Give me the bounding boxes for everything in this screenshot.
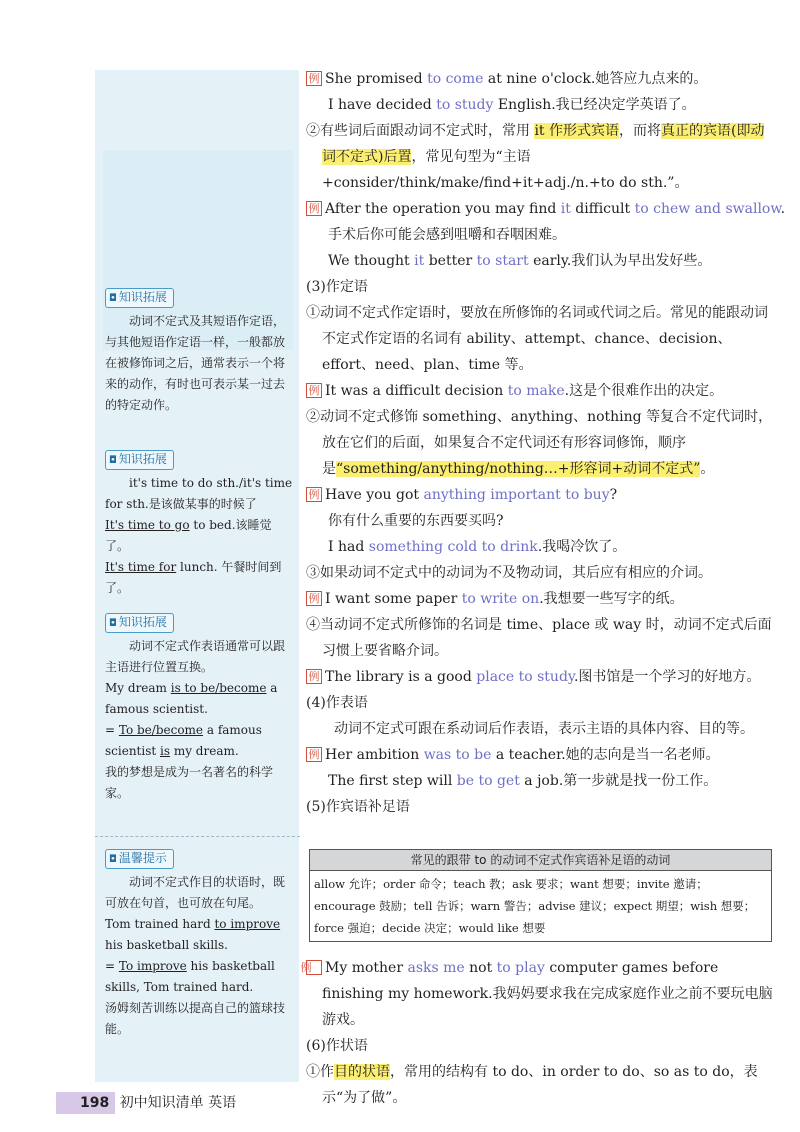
translation-line: 手术后你可能会感到咀嚼和吞咽困难。 — [328, 227, 566, 243]
example-line — [306, 248, 774, 274]
sidebar-box-3 — [105, 612, 295, 804]
example-text: his basketball skills. — [105, 938, 228, 952]
example-text: lunch. 午餐时间到了。 — [105, 560, 282, 595]
main-content-lower — [300, 955, 774, 1111]
underlined-phrase: is to be/become — [170, 681, 267, 695]
key-phrase: to start — [476, 253, 529, 269]
page-footer — [56, 1092, 296, 1114]
text: .这是个很难作出的决定。 — [564, 383, 724, 399]
text: ，而将 — [619, 123, 662, 139]
tip-tag — [105, 288, 174, 308]
example-line — [300, 955, 774, 1033]
example-text: = — [105, 959, 119, 973]
example-text: = — [105, 723, 119, 737]
example-text: his basketball skills, Tom trained hard. — [105, 959, 275, 994]
key-phrase: to write on — [461, 591, 540, 607]
rule-item: ①动词不定式作定语时，要放在所修饰的名词或代词之后。常见的能跟动词不定式作定语的名词有 ability、attempt、chance、decision、effort、need、plan、time 等。 — [306, 305, 768, 373]
text: ? — [609, 487, 618, 503]
example-line — [306, 768, 774, 794]
example-line — [306, 66, 774, 92]
sidebar-translation: 我的梦想是成为一名著名的科学家。 — [105, 765, 274, 800]
text: . — [780, 201, 786, 217]
example-line — [306, 534, 774, 560]
example-line — [306, 482, 774, 508]
underlined-phrase: It's time to go — [105, 518, 190, 532]
text: Her ambition — [325, 747, 424, 763]
translation-line: 你有什么重要的东西要买吗? — [328, 513, 504, 529]
key-phrase: to make — [507, 383, 565, 399]
text: We thought — [328, 253, 415, 269]
key-phrase: it — [414, 253, 425, 269]
table-body: allow 允许；order 命令；teach 教；ask 要求；want 想要；invite 邀请；encourage 鼓励；tell 告诉；warn 警告；advise 建议；expect 期望；wish 想要；force 强迫；decide 决定；would like 想要 — [314, 877, 756, 935]
sidebar-divider — [95, 836, 300, 837]
underlined-phrase: It's time for — [105, 560, 177, 574]
text: The first step will — [328, 773, 457, 789]
section-heading: (3)作定语 — [306, 279, 368, 295]
text: .我喝冷饮了。 — [537, 539, 627, 555]
sidebar-text: 动词不定式及其短语作定语，与其他短语作定语一样，一般都放在被修饰词之后，通常表示一个将来的动作，有时也可表示某一过去的特定动作。 — [105, 314, 286, 412]
rule-item — [306, 404, 774, 482]
highlight: “something/anything/nothing…+形容词+动词不定式” — [336, 461, 701, 477]
key-phrase: it — [560, 201, 571, 217]
book-title: 初中知识清单 英语 — [119, 1095, 237, 1111]
section-heading: (6)作状语 — [306, 1038, 368, 1054]
underlined-phrase: is — [160, 744, 171, 758]
example-text: my dream. — [170, 744, 239, 758]
sidebar-box-4 — [105, 848, 295, 1040]
section-heading: (5)作宾语补足语 — [306, 799, 410, 815]
text: not — [464, 960, 497, 976]
tip-tag — [105, 849, 174, 869]
tip-tag — [105, 613, 174, 633]
tag-label: 知识拓展 — [118, 615, 167, 629]
text: Have you got — [325, 487, 424, 503]
key-phrase: to play — [496, 960, 545, 976]
sidebar-example — [105, 557, 295, 599]
key-phrase: to chew and swallow — [634, 201, 781, 217]
text: ②有些词后面跟动词不定式时，常用 — [306, 123, 535, 139]
text: I had — [328, 539, 369, 555]
text: a job.第一步就是找一份工作。 — [519, 773, 718, 789]
key-phrase: something cold to drink — [368, 539, 538, 555]
rule-item — [306, 1059, 774, 1111]
example-line — [306, 586, 774, 612]
text: ，常见句型为“主语+consider/think/make/find+it+adj./n.+to do sth.”。 — [322, 149, 689, 191]
example-mark-icon: 例 — [306, 591, 322, 606]
rule-item: ③如果动词不定式中的动词为不及物动词，其后应有相应的介词。 — [306, 565, 712, 581]
sidebar-text: 动词不定式作目的状语时，既可放在句首，也可放在句尾。 — [105, 875, 286, 910]
text: early.我们认为早出发好些。 — [528, 253, 712, 269]
example-mark-icon: 例 — [306, 201, 322, 216]
expand-icon: ◘ — [109, 618, 117, 629]
text: She promised — [325, 71, 428, 87]
paragraph: 动词不定式可跟在系动词后作表语，表示主语的具体内容、目的等。 — [334, 721, 754, 737]
sidebar-example — [105, 914, 295, 956]
text: The library is a good — [325, 669, 477, 685]
highlight: it 作形式宾语 — [534, 123, 620, 139]
text: ①作 — [306, 1064, 334, 1080]
key-phrase: place to study — [476, 669, 574, 685]
example-text: Tom trained hard — [105, 917, 215, 931]
sidebar-translation: 汤姆刻苦训练以提高自己的篮球技能。 — [105, 1001, 286, 1036]
expand-icon: ◘ — [109, 293, 117, 304]
example-mark-icon: 例 — [306, 71, 322, 86]
example-line — [306, 378, 774, 404]
text: computer games before finishing my homework.我妈妈要求我在完成家庭作业之前不要玩电脑游戏。 — [322, 960, 773, 1028]
example-text: a famous scientist. — [105, 681, 278, 716]
text: After the operation you may find — [325, 201, 561, 217]
tag-label: 温馨提示 — [118, 851, 167, 865]
key-phrase: to study — [436, 97, 494, 113]
main-content — [306, 66, 786, 820]
text: ，常用的结构有 to do、in order to do、so as to do，表示“为了做”。 — [322, 1064, 758, 1106]
sidebar-box-1 — [105, 287, 295, 416]
example-mark-icon: 例 — [306, 669, 322, 684]
expand-icon: ◘ — [109, 854, 117, 865]
highlight: 真正的宾语(即动词不定式)后置 — [322, 123, 765, 165]
example-mark-icon: 例 — [306, 747, 322, 762]
text: My mother — [325, 960, 408, 976]
sidebar-text: 动词不定式作表语通常可以跟主语进行位置互换。 — [105, 639, 286, 674]
text: .图书馆是一个学习的好地方。 — [573, 669, 761, 685]
example-line — [306, 742, 774, 768]
text: 。 — [700, 461, 715, 477]
tip-tag — [105, 450, 174, 470]
text: .我想要一些写字的纸。 — [539, 591, 684, 607]
underlined-phrase: to improve — [214, 917, 281, 931]
text: It was a difficult decision — [325, 383, 508, 399]
tag-label: 知识拓展 — [118, 452, 167, 466]
text: I want some paper — [325, 591, 462, 607]
sidebar-box-2 — [105, 449, 295, 599]
example-mark-icon: 例 — [306, 487, 322, 502]
example-text: My dream — [105, 681, 171, 695]
text: English.我已经决定学英语了。 — [493, 97, 696, 113]
text: a teacher.她的志向是当一名老师。 — [491, 747, 720, 763]
page-number: 198 — [56, 1092, 115, 1114]
text: difficult — [570, 201, 635, 217]
example-line — [306, 92, 774, 118]
sidebar-example — [105, 678, 295, 720]
sidebar-example — [105, 515, 295, 557]
text: I have decided — [328, 97, 437, 113]
example-line — [306, 196, 786, 222]
rule-item — [306, 118, 774, 196]
text: better — [424, 253, 477, 269]
example-text: a famous scientist — [105, 723, 262, 758]
key-phrase: be to get — [456, 773, 520, 789]
rule-item: ④当动词不定式所修饰的名词是 time、place 或 way 时，动词不定式后面习惯上要省略介词。 — [306, 617, 772, 659]
example-mark-icon: 例 — [306, 383, 322, 398]
sidebar-example — [105, 720, 295, 762]
sidebar-text: it's time to do sth./it's time for sth.是该做某事的时候了 — [105, 476, 293, 511]
highlight: 目的状语 — [334, 1064, 390, 1080]
text: ②动词不定式修饰 something、anything、nothing 等复合不定代词时，放在它们的后面，如果复合不定代词还有形容词修饰，顺序是 — [306, 409, 773, 477]
underlined-phrase: To improve — [118, 959, 187, 973]
sidebar-example — [105, 956, 295, 998]
table-title: 常见的跟带 to 的动词不定式作宾语补足语的动词 — [310, 850, 771, 871]
key-phrase: to come — [427, 71, 484, 87]
verb-table — [309, 849, 772, 942]
key-phrase: asks me — [407, 960, 465, 976]
key-phrase: anything important to buy — [423, 487, 610, 503]
underlined-phrase: To be/become — [118, 723, 204, 737]
example-text: to bed.该睡觉了。 — [105, 518, 272, 553]
example-line — [306, 664, 774, 690]
example-mark-icon: 例 — [306, 960, 322, 975]
tag-label: 知识拓展 — [118, 290, 167, 304]
text: at nine o'clock.她答应九点来的。 — [483, 71, 708, 87]
expand-icon: ◘ — [109, 455, 117, 466]
key-phrase: was to be — [423, 747, 492, 763]
section-heading: (4)作表语 — [306, 695, 368, 711]
